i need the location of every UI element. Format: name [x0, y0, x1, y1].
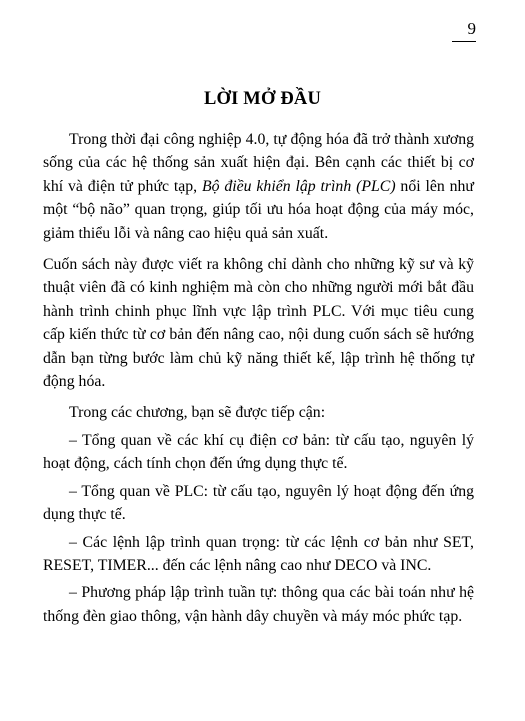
intro-text-end: nổi lên như một “bộ não” quan trọng, giúp tối ưu hóa hoạt động của máy móc, giảm thiểu lỗi và nâng cao hiệu quả sản xuất.	[43, 177, 474, 242]
body-text	[43, 128, 474, 632]
chapters-intro: Trong các chương, bạn sẽ được tiếp cận:	[69, 404, 326, 422]
plc-term: Bộ điều khiển lập trình (PLC)	[201, 177, 396, 195]
page-number: 9	[467, 19, 476, 38]
purpose-paragraph: Cuốn sách này được viết ra không chỉ dành cho những kỹ sư và kỹ thuật viên đã có kinh nghiệm mà còn cho những người mới bắt đầu hành trình chinh phục lĩnh vực lập trình PLC. Với mục tiêu cung cấp kiến thức từ cơ bản đến nâng cao, nội dung cuốn sách sẽ hướng dẫn bạn từng bước làm chủ kỹ năng thiết kế, lập trình hệ thống tự động hóa.	[43, 256, 474, 391]
list-item: – Tổng quan về các khí cụ điện cơ bản: từ cấu tạo, nguyên lý hoạt động, cách tính chọn đến ứng dụng thực tế.	[43, 431, 474, 473]
list-item: – Các lệnh lập trình quan trọng: từ các lệnh cơ bản như SET, RESET, TIMER... đến các lệnh nâng cao như DECO và INC.	[43, 533, 474, 574]
list-item: – Phương pháp lập trình tuần tự: thông qua các bài toán như hệ thống đèn giao thông, vận hành dây chuyền và máy móc phức tạp.	[43, 584, 474, 625]
list-item: – Tổng quan về PLC: từ cấu tạo, nguyên lý hoạt động đến ứng dụng thực tế.	[43, 482, 474, 524]
intro-paragraph	[43, 128, 474, 245]
page-number-underline	[452, 41, 476, 42]
intro-text-start: Trong thời đại công nghiệp 4.0, tự động hóa đã trở thành xương sống của các hệ thống sản xuất hiện đại. Bên cạnh các thiết bị cơ khí và điện tử phức tạp,	[43, 131, 474, 195]
page-title: LỜI MỞ ĐẦU	[203, 89, 322, 109]
